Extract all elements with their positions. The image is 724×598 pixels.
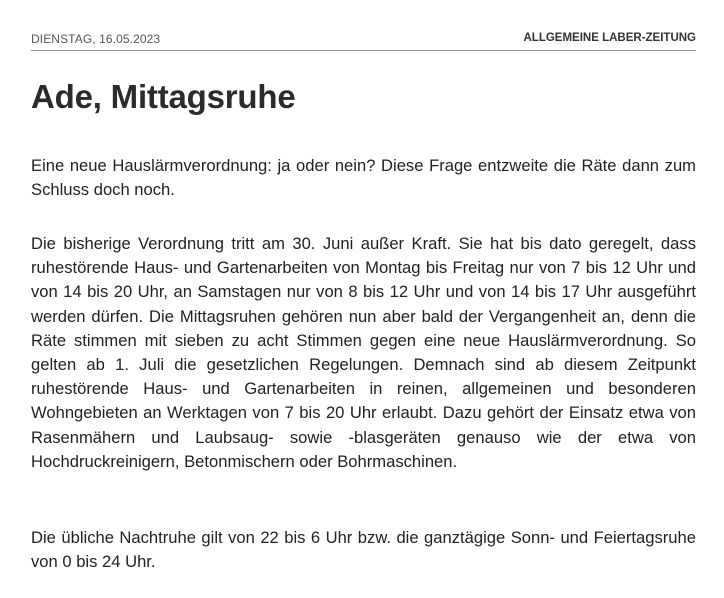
newspaper-name: ALLGEMEINE LABER-ZEITUNG xyxy=(523,32,696,44)
article-title: Ade, Mittagsruhe xyxy=(31,78,296,115)
publication-date: DIENSTAG, 16.05.2023 xyxy=(31,32,161,46)
page-header xyxy=(31,30,696,51)
article-paragraph-closing: Die übliche Nachtruhe gilt von 22 bis 6 Uhr bzw. die ganztägige Sonn- und Feiertagsruhe von 0 bis 24 Uhr. xyxy=(31,528,696,572)
article-paragraph-intro: Eine neue Hauslärmverordnung: ja oder nein? Diese Frage entzweite die Räte dann zum Schluss doch noch. xyxy=(31,156,696,200)
article-paragraph-body: Die bisherige Verordnung tritt am 30. Juni außer Kraft. Sie hat bis dato geregelt, dass ruhestörende Haus- und Gartenarbeiten von Montag bis Freitag nur von 7 bis 12 Uhr und von 14 bis 20 Uhr, an Samstagen nur von 8 bis 12 Uhr und von 14 bis 17 Uhr ausgeführt werden dürfen. Die Mittagsruhen gehören nun aber bald der Vergangenheit an, denn die Räte stimmen mit sieben zu acht Stimmen gegen eine neue Hauslärmverordnung. So gelten ab 1. Juli die gesetzlichen Regelungen. Demnach sind ab diesem Zeitpunkt ruhestörende Haus- und Gartenarbeiten in reinen, allgemeinen und besonderen Wohngebieten an Werktagen von 7 bis 20 Uhr erlaubt. Dazu gehört der Einsatz etwa von Rasenmähern und Laubsaug- sowie -blasgeräten genauso wie der etwa von Hochdruckreinigern, Betonmischern oder Bohrmaschinen. xyxy=(31,234,696,471)
